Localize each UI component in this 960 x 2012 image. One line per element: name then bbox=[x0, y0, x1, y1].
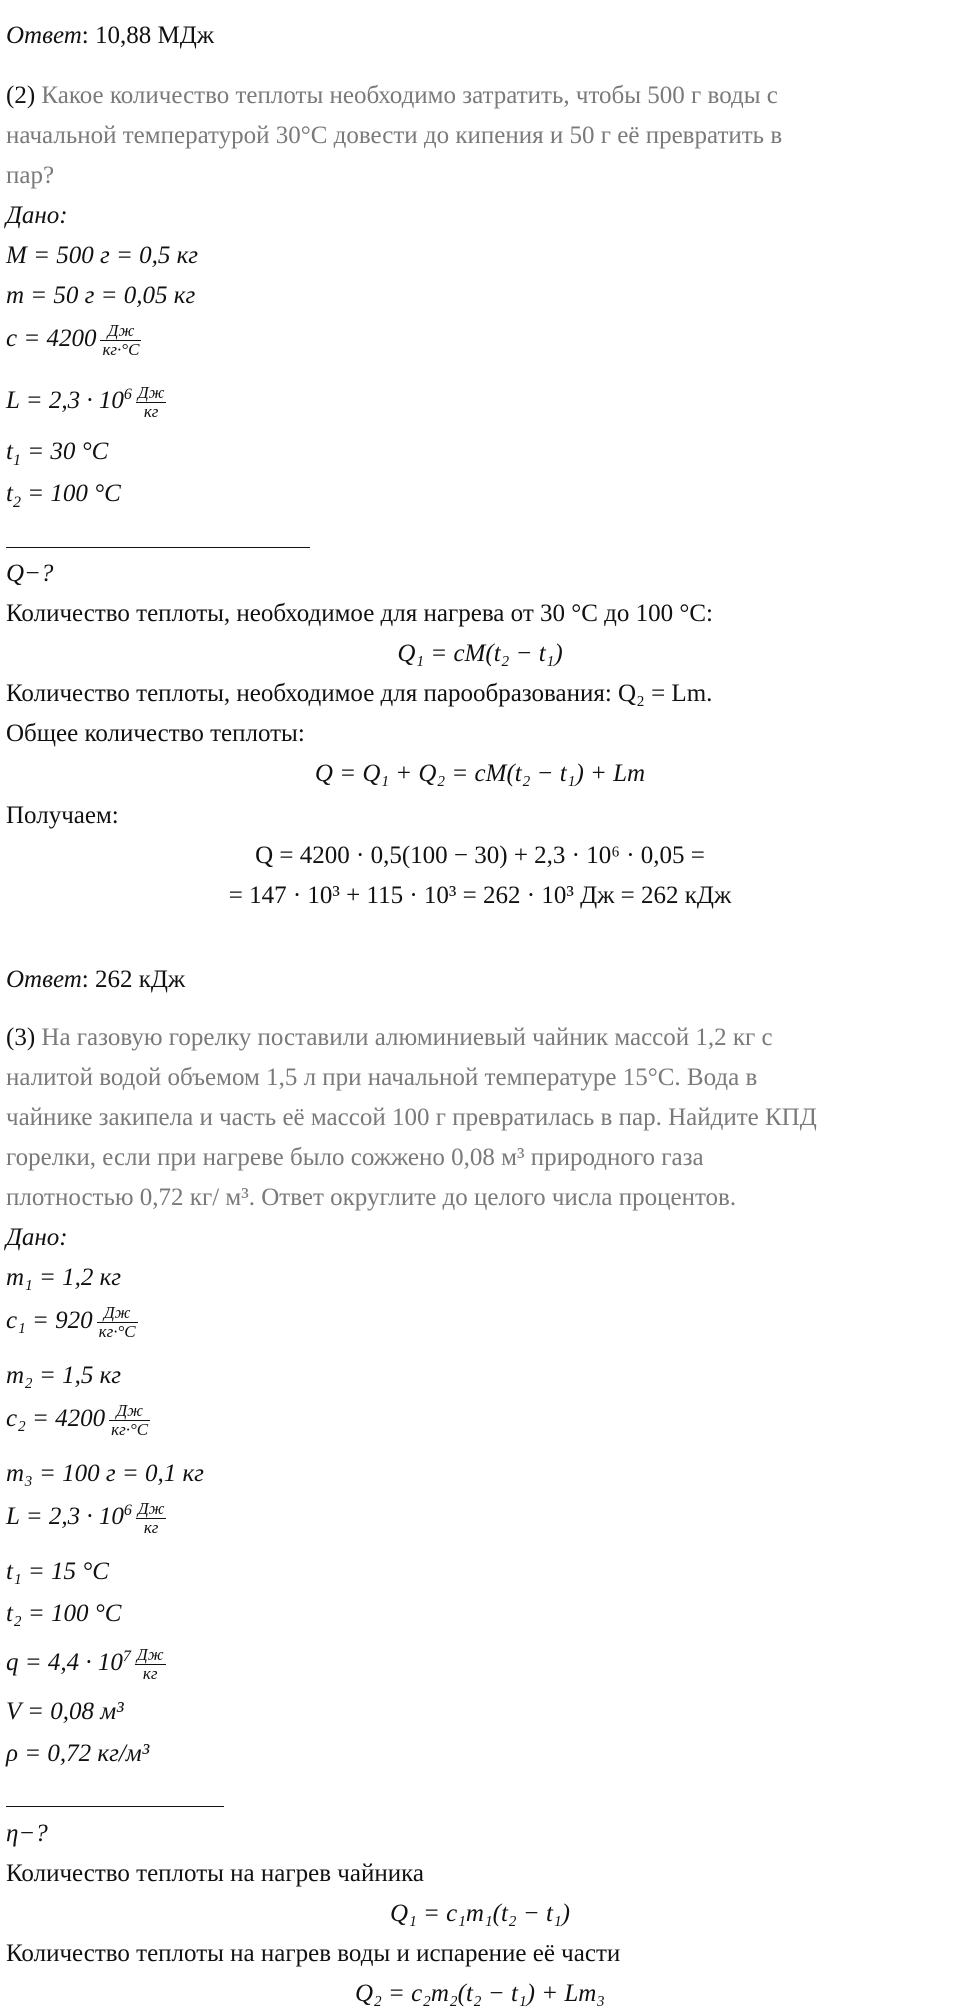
rhs: = 30 °С bbox=[20, 438, 109, 465]
given-L3 bbox=[6, 1500, 166, 1537]
solution-text-4: Получаем: bbox=[6, 802, 119, 829]
fraction-num: Дж bbox=[137, 383, 165, 402]
solution-3-text-1: Количество теплоты на нагрев чайника bbox=[6, 1860, 424, 1887]
find-Q: Q−? bbox=[6, 560, 54, 587]
problem-2-line-2: начальной температурой 30°С довести до кипения и 50 г её превратить в bbox=[6, 122, 783, 149]
given-q bbox=[6, 1646, 166, 1683]
equation-3: Q = 4200 · 0,5(100 − 30) + 2,3 · 10⁶ · 0,05 = bbox=[255, 842, 705, 869]
var: t bbox=[6, 438, 13, 465]
divider-rule-3 bbox=[6, 1806, 224, 1807]
given-L-lhs: L = 2,3 · 10 bbox=[6, 387, 124, 415]
equation-4: = 147 · 10³ + 115 · 10³ = 262 · 10³ Дж = 262 кДж bbox=[228, 882, 732, 909]
problem-3-line-1 bbox=[6, 1022, 773, 1054]
fraction-den: кг·°С bbox=[111, 1420, 149, 1439]
fraction-num: Дж bbox=[97, 1304, 138, 1323]
given-m1: m₁ = 1,2 кг bbox=[6, 1264, 122, 1291]
fraction-den: кг·°С bbox=[98, 1322, 136, 1341]
given-q-lhs: q = 4,4 · 10 bbox=[6, 1649, 123, 1677]
solution-3-text-2: Количество теплоты на нагрев воды и испарение её части bbox=[6, 1940, 621, 1967]
given-label-3: Дано: bbox=[6, 1224, 68, 1251]
problem-2-number: (2) bbox=[6, 82, 36, 109]
given-c1-lhs: c₁ = 920 bbox=[6, 1307, 93, 1335]
fraction bbox=[109, 1402, 150, 1439]
problem-2-line-3: пар? bbox=[6, 162, 55, 189]
problem-3-line-5: плотностью 0,72 кг/ м³. Ответ округлите до целого числа процентов. bbox=[6, 1184, 737, 1211]
answer-1 bbox=[6, 20, 214, 52]
answer-label: Ответ bbox=[6, 22, 82, 49]
given-t2 bbox=[6, 478, 121, 510]
given-m3: m₃ = 100 г = 0,1 кг bbox=[6, 1460, 204, 1487]
fraction-num: Дж bbox=[136, 1645, 164, 1664]
exponent: 6 bbox=[123, 385, 132, 403]
fraction-den: кг bbox=[143, 1518, 159, 1537]
problem-3-line-2: налитой водой объемом 1,5 л при начальной температуре 15°С. Вода в bbox=[6, 1064, 758, 1091]
exponent: 7 bbox=[122, 1647, 131, 1665]
problem-3-text: На газовую горелку поставили алюминиевый чайник массой 1,2 кг с bbox=[41, 1024, 773, 1051]
equation-1: Q₁ = cM(t₂ − t₁) bbox=[397, 640, 563, 667]
answer-label: Ответ bbox=[6, 966, 82, 993]
fraction-den: кг bbox=[143, 402, 159, 421]
var: t bbox=[6, 480, 13, 507]
given-V: V = 0,08 м³ bbox=[6, 1698, 124, 1725]
given-c bbox=[6, 322, 141, 359]
exponent: 6 bbox=[123, 1501, 132, 1519]
given-L bbox=[6, 384, 166, 421]
subscript: 2 bbox=[12, 494, 21, 511]
fraction-den: кг bbox=[142, 1664, 158, 1683]
given-c2-lhs: c₂ = 4200 bbox=[6, 1405, 106, 1433]
given-label: Дано: bbox=[6, 202, 68, 229]
fraction-num: Дж bbox=[109, 1402, 150, 1421]
fraction bbox=[100, 322, 141, 359]
solution-text-1: Количество теплоты, необходимое для нагрева от 30 °С до 100 °С: bbox=[6, 600, 714, 627]
given-M: M = 500 г = 0,5 кг bbox=[6, 242, 199, 269]
given-c-lhs: c = 4200 bbox=[6, 325, 97, 353]
subscript: 1 bbox=[12, 452, 21, 469]
fraction-num: Дж bbox=[100, 322, 141, 341]
given-m: m = 50 г = 0,05 кг bbox=[6, 282, 196, 309]
given-c2 bbox=[6, 1402, 150, 1439]
fraction bbox=[97, 1304, 138, 1341]
solution-text-3: Общее количество теплоты: bbox=[6, 720, 305, 747]
rhs: = 100 °С bbox=[20, 480, 121, 507]
solution-text-2: Количество теплоты, необходимое для парообразования: Q₂ = Lm. bbox=[6, 680, 713, 707]
given-rho: ρ = 0,72 кг/м³ bbox=[6, 1740, 150, 1767]
divider-rule bbox=[6, 547, 310, 548]
equation-2: Q = Q₁ + Q₂ = cM(t₂ − t₁) + Lm bbox=[314, 760, 646, 787]
fraction bbox=[136, 384, 167, 421]
problem-2-line-1 bbox=[6, 80, 778, 112]
fraction-den: кг·°С bbox=[102, 340, 140, 359]
given-t1 bbox=[6, 436, 108, 468]
answer-value: : 262 кДж bbox=[81, 966, 186, 993]
answer-value: : 10,88 МДж bbox=[81, 22, 215, 49]
find-eta: η−? bbox=[6, 1820, 48, 1847]
fraction-num: Дж bbox=[137, 1499, 165, 1518]
given-t1-3: t₁ = 15 °С bbox=[6, 1558, 109, 1585]
problem-3-line-3: чайнике закипела и часть её массой 100 г превратилась в пар. Найдите КПД bbox=[6, 1104, 817, 1131]
answer-2 bbox=[6, 964, 185, 996]
equation-3-1: Q₁ = c₁m₁(t₂ − t₁) bbox=[390, 1900, 570, 1927]
problem-2-text: Какое количество теплоты необходимо затратить, чтобы 500 г воды с bbox=[41, 82, 778, 109]
problem-3-line-4: горелки, если при нагреве было сожжено 0,08 м³ природного газа bbox=[6, 1144, 704, 1171]
problem-3-number: (3) bbox=[6, 1024, 36, 1051]
fraction bbox=[135, 1646, 166, 1683]
equation-3-2: Q₂ = c₂m₂(t₂ − t₁) + Lm₃ bbox=[355, 1980, 605, 2007]
given-t2-3: t₂ = 100 °С bbox=[6, 1600, 122, 1627]
given-L-lhs: L = 2,3 · 10 bbox=[6, 1503, 124, 1531]
given-c1 bbox=[6, 1304, 138, 1341]
fraction bbox=[136, 1500, 167, 1537]
given-m2: m₂ = 1,5 кг bbox=[6, 1362, 122, 1389]
